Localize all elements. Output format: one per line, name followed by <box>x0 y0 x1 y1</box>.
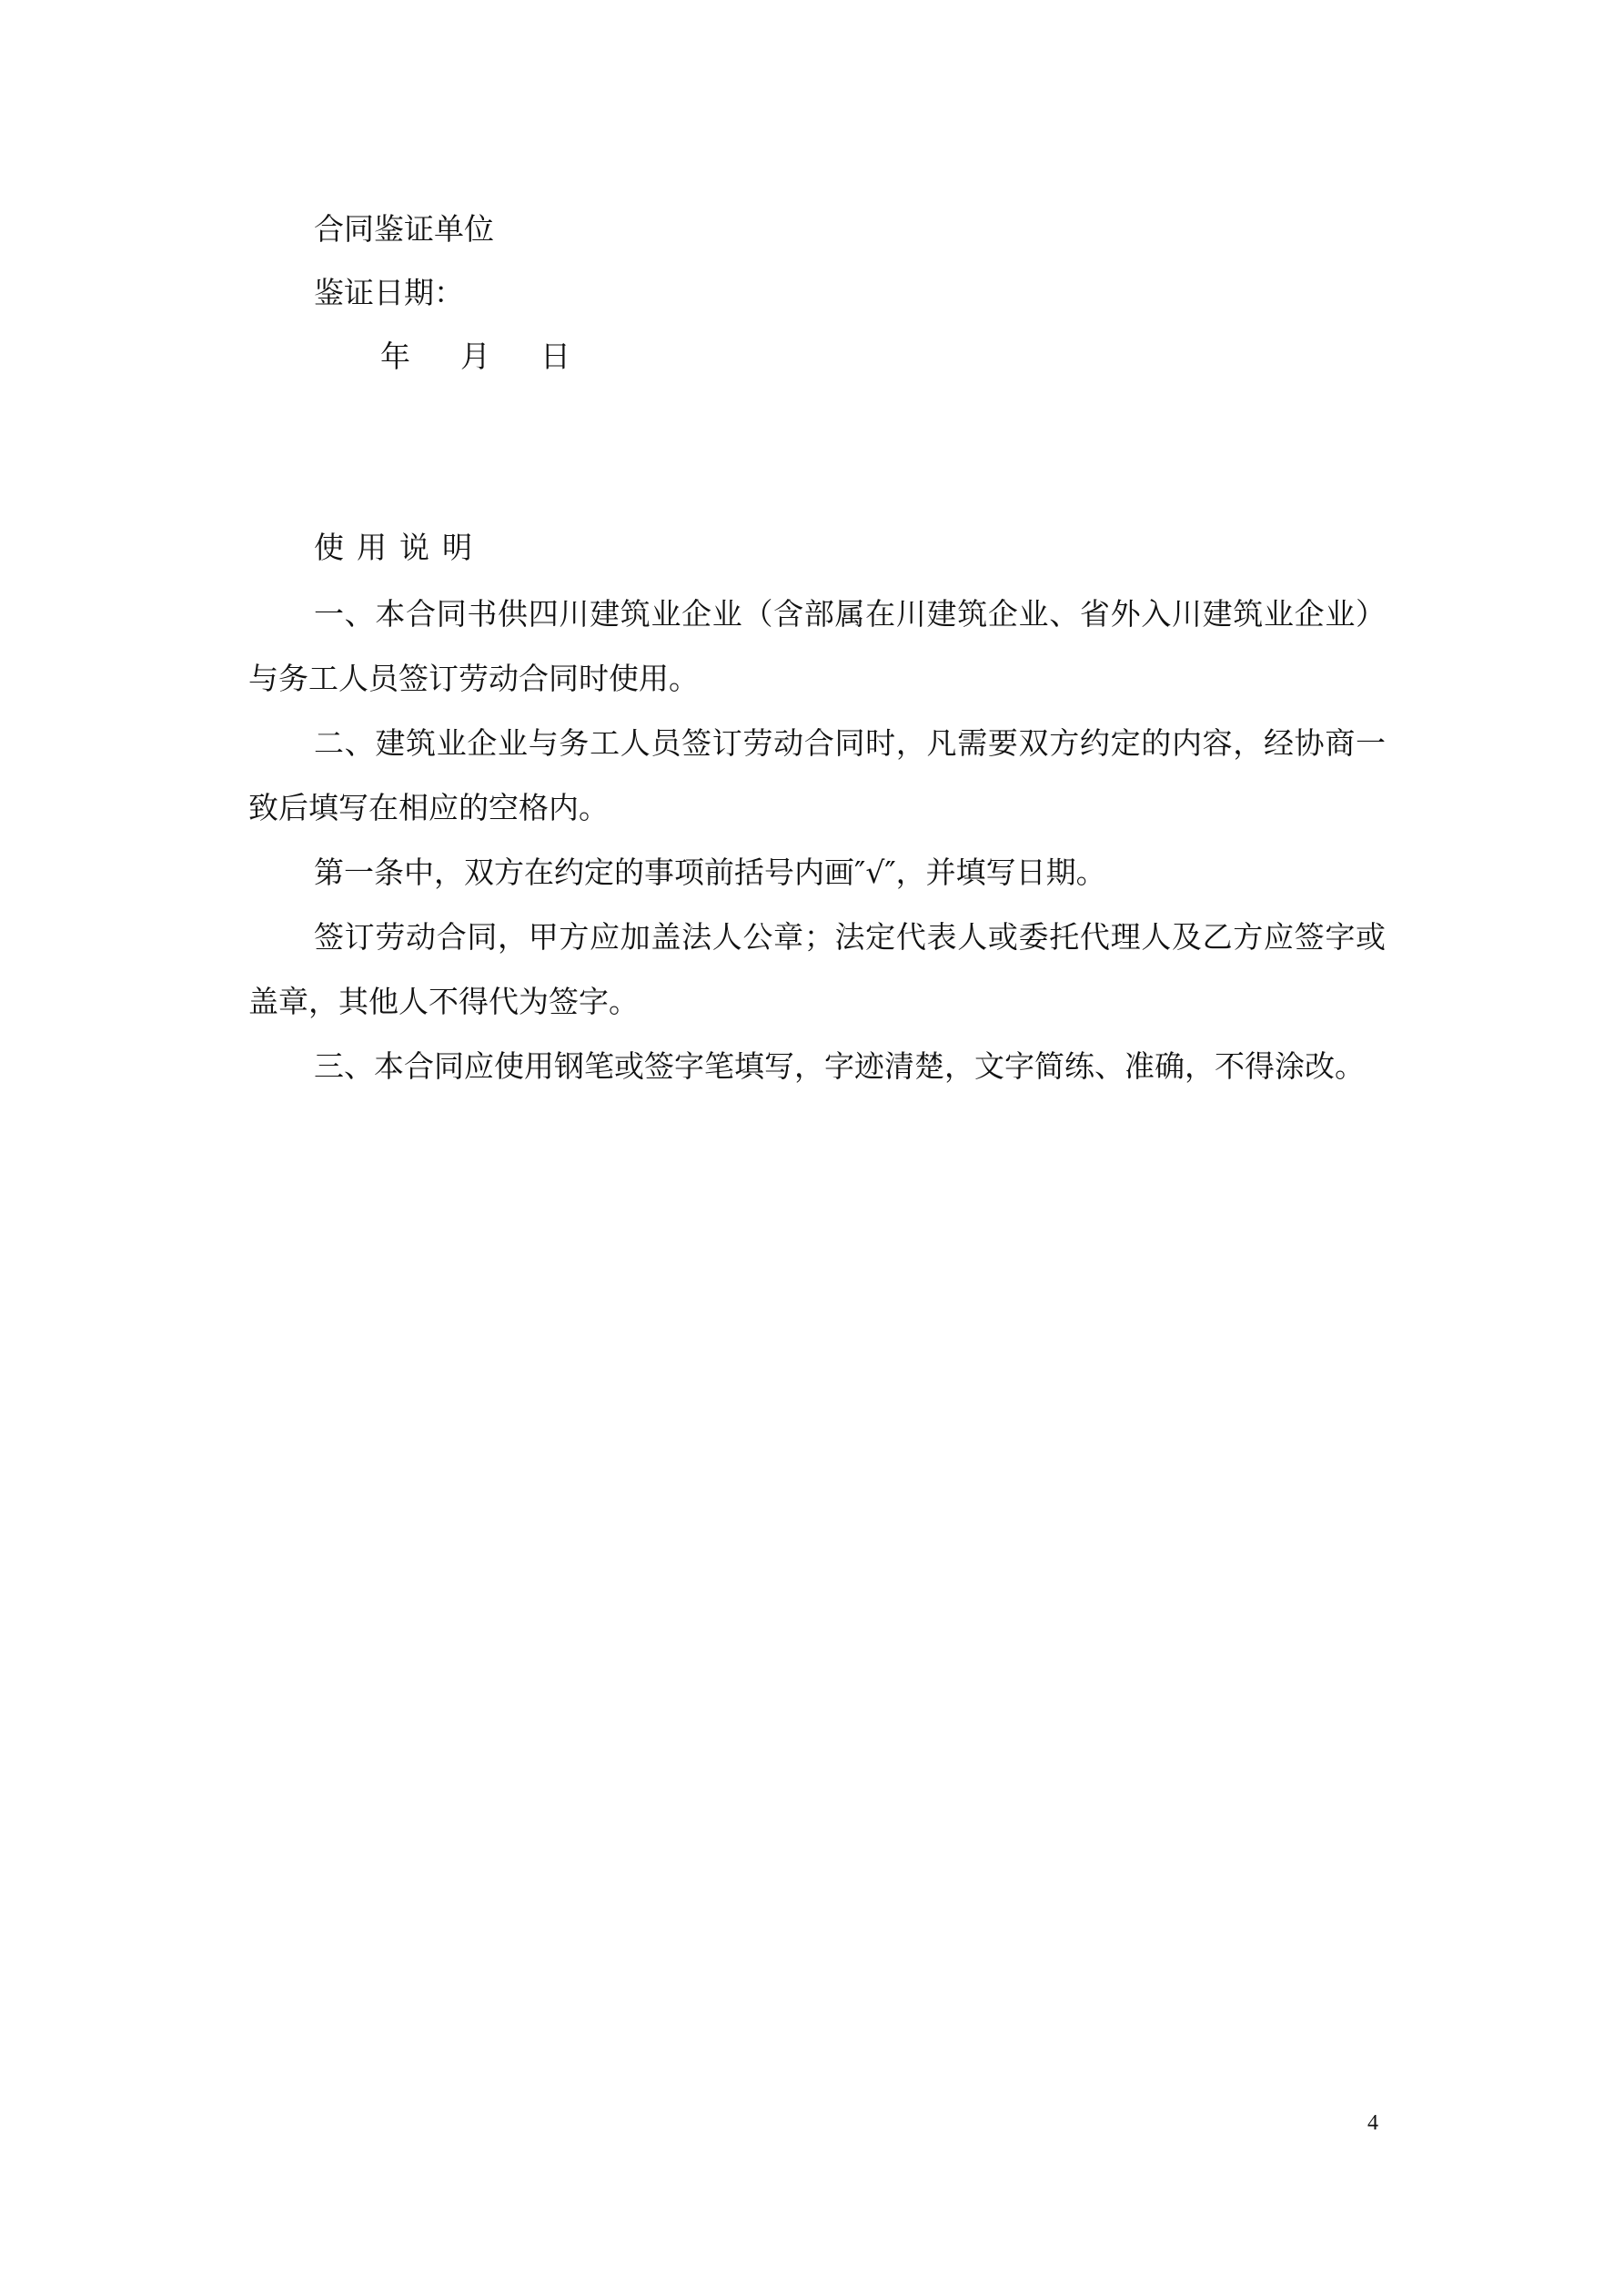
page-number: 4 <box>1367 2111 1378 2135</box>
instruction-paragraph-5: 三、本合同应使用钢笔或签字笔填写，字迹清楚，文字简练、准确，不得涂改。 <box>314 1048 1365 1084</box>
date-fields <box>380 339 570 375</box>
verification-date-label: 鉴证日期： <box>314 275 464 310</box>
instruction-paragraph-1: 一、本合同书供四川建筑业企业（含部属在川建筑企业、省外入川建筑业企业）与务工人员签订劳动合同时使用。 <box>248 596 1386 696</box>
instruction-paragraph-4: 签订劳动合同，甲方应加盖法人公章；法定代表人或委托代理人及乙方应签字或盖章，其他人不得代为签字。 <box>248 919 1386 1019</box>
month-label: 月 <box>460 339 490 374</box>
instruction-paragraph-2: 二、建筑业企业与务工人员签订劳动合同时，凡需要双方约定的内容，经协商一致后填写在相应的空格内。 <box>248 725 1386 825</box>
instruction-paragraph-3: 第一条中，双方在约定的事项前括号内画″√″，并填写日期。 <box>314 855 1106 890</box>
year-label: 年 <box>380 339 410 374</box>
verification-unit-label: 合同鉴证单位 <box>314 211 494 247</box>
instructions-title: 使用说明 <box>314 530 485 565</box>
day-label: 日 <box>540 339 570 374</box>
